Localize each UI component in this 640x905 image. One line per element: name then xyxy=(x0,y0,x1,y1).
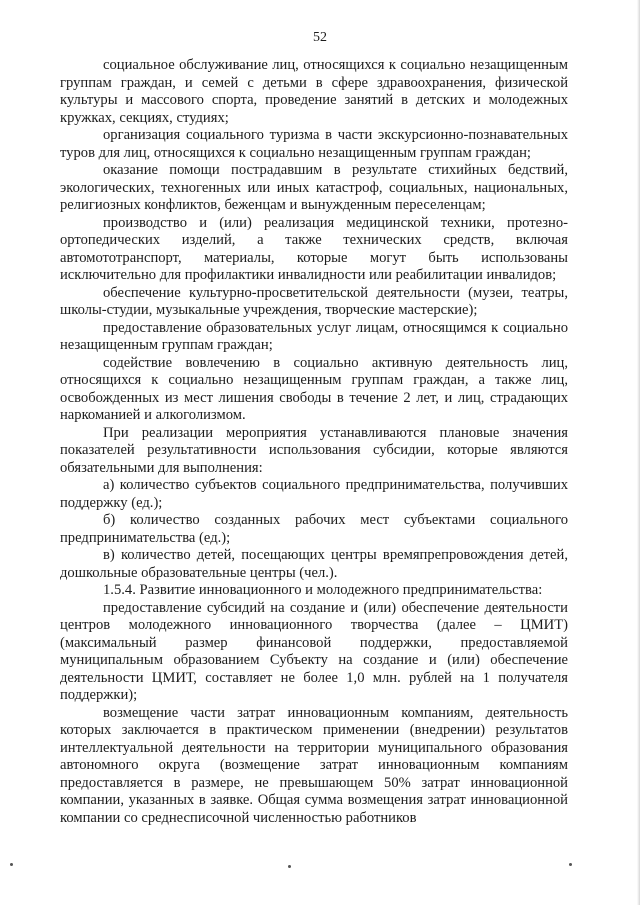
paragraph-medical-equipment: производство и (или) реализация медицинской техники, протезно-ортопедических изделий, а также технических средств, включая автомототранспорт, материалы, которые могут быть использованы исключительно для профилактики инвалидности или реабилитации инвалидов; xyxy=(60,214,568,283)
paragraph-social-involvement: содействие вовлечению в социально активную деятельность лиц, относящихся к социально незащищенным группам граждан, а также лиц, освобожденных из мест лишения свободы в течение 2 лет, и лиц, страдающих наркоманией и алкоголизмом. xyxy=(60,354,568,423)
paragraph-cultural-activity: обеспечение культурно-просветительской деятельности (музеи, театры, школы-студии, музыкальные учреждения, творческие мастерские); xyxy=(60,284,568,318)
scan-speck-left xyxy=(10,863,13,866)
paragraph-educational-services: предоставление образовательных услуг лицам, относящимся к социально незащищенным группам граждан; xyxy=(60,319,568,353)
document-body xyxy=(60,57,568,827)
page-number: 52 xyxy=(313,30,327,45)
paragraph-indicator-c: в) количество детей, посещающих центры времяпрепровождения детей, дошкольные образовательные центры (чел.). xyxy=(60,547,568,581)
paragraph-innovation-compensation: возмещение части затрат инновационным компаниям, деятельность которых заключается в практическом применении (внедрении) результатов интеллектуальной деятельности на территории муниципального образования автономного округа (возмещение затрат инновационным компаниям предоставляется в размере, не превышающем 50% затрат инновационной компании, указанных в заявке. Общая сумма возмещения затрат инновационной компании со среднесписочной численностью работников xyxy=(60,704,568,826)
paragraph-indicator-a: а) количество субъектов социального предпринимательства, получивших поддержку (ед.); xyxy=(60,477,568,511)
paragraph-cmit-subsidies: предоставление субсидий на создание и (или) обеспечение деятельности центров молодежного инновационного творчества (далее – ЦМИТ) (максимальный размер финансовой поддержки, предоставляемой муниципальным образованием Субъекту на создание и (или) обеспечение деятельности ЦМИТ, составляет не более 1,0 млн. рублей на 1 получателя поддержки); xyxy=(60,599,568,703)
scan-speck-right xyxy=(569,863,572,866)
paragraph-performance-indicators: При реализации мероприятия устанавливаются плановые значения показателей результативности использования субсидии, которые являются обязательными для выполнения: xyxy=(60,424,568,476)
paragraph-social-services: социальное обслуживание лиц, относящихся к социально незащищенным группам граждан, и семей с детьми в сфере здравоохранения, физической культуры и массового спорта, проведение занятий в детских и молодежных кружках, секциях, студиях; xyxy=(60,57,568,126)
section-heading-1-5-4: 1.5.4. Развитие инновационного и молодежного предпринимательства: xyxy=(103,582,543,598)
scan-speck-center xyxy=(288,865,291,868)
paragraph-indicator-b: б) количество созданных рабочих мест субъектами социального предпринимательства (ед.); xyxy=(60,512,568,546)
paragraph-disaster-aid: оказание помощи пострадавшим в результате стихийных бедствий, экологических, техногенных или иных катастроф, социальных, национальных, религиозных конфликтов, беженцам и вынужденным переселенцам; xyxy=(60,162,568,213)
paragraph-social-tourism: организация социального туризма в части экскурсионно-познавательных туров для лиц, относящихся к социально незащищенным группам граждан; xyxy=(60,127,568,161)
